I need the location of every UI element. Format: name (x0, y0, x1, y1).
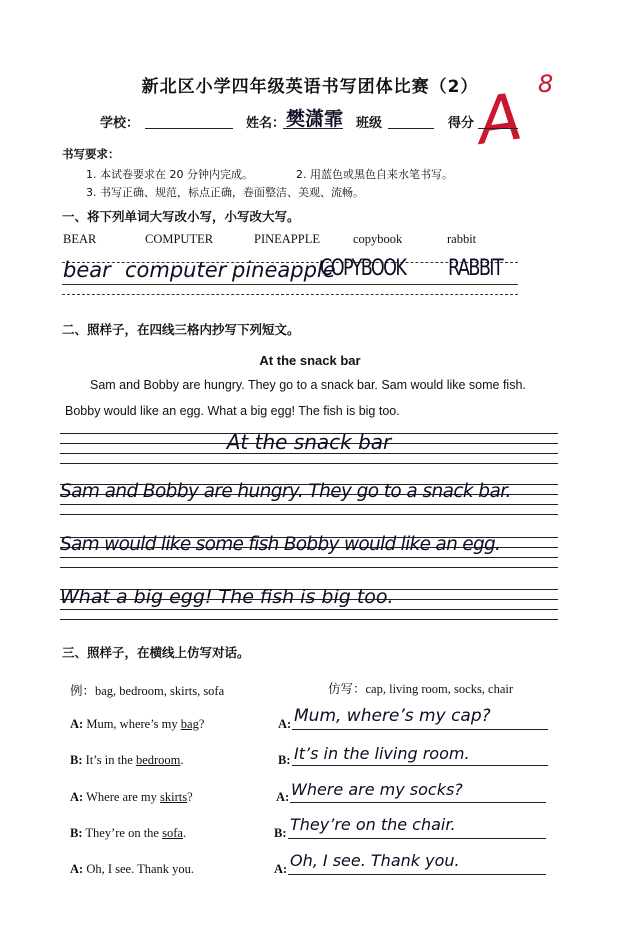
answer-line[interactable] (290, 802, 546, 803)
score-label: 得分 (448, 116, 475, 131)
score-field[interactable] (478, 128, 518, 129)
school-label: 学校： (100, 116, 140, 131)
requirements-heading: 书写要求： (62, 147, 120, 161)
word-item: copybook (353, 232, 403, 246)
class-label: 班级 (356, 116, 383, 131)
copy-line: Sam and Bobby are hungry. They go to a snack bar. (60, 481, 511, 502)
dialog-example: A: Mum, where’s my bag? (70, 717, 205, 731)
answer-speaker: B: (274, 826, 287, 840)
section3-heading: 三、照样子，在横线上仿写对话。 (62, 645, 250, 660)
dialog-answer: Where are my socks? (291, 780, 463, 799)
school-field[interactable] (145, 128, 233, 129)
dialog-example: A: Where are my skirts? (70, 790, 193, 804)
word-answer: COPYBOOK (320, 256, 406, 281)
copy-guide-2 (60, 481, 558, 514)
passage-line: Bobby would like an egg. What a big egg! The fish is big too. (65, 404, 400, 418)
copy-line: Sam would like some fish Bobby would like an egg. (60, 534, 501, 555)
name-field[interactable] (283, 128, 343, 129)
word-answer: RABBIT (448, 256, 503, 281)
example-label: 例：bag, bedroom, skirts, sofa (70, 684, 225, 698)
copy-line: At the snack bar (226, 430, 392, 454)
copy-guide-1 (60, 430, 558, 463)
answer-speaker: B: (278, 753, 291, 767)
requirement-3: 3. 书写正确、规范，标点正确，卷面整洁、美观、流畅。 (86, 186, 364, 199)
class-field[interactable] (388, 128, 434, 129)
word-answer: pineapple (232, 258, 336, 282)
dialog-example: B: It’s in the bedroom. (70, 753, 184, 767)
word-item: rabbit (447, 232, 477, 246)
dialog-answer: Oh, I see. Thank you. (290, 851, 460, 870)
section1-heading: 一、将下列单词大写改小写，小写改大写。 (62, 209, 300, 224)
name-value: 樊潇霏 (286, 108, 344, 130)
dialog-example: A: Oh, I see. Thank you. (70, 862, 195, 876)
copy-guide-4 (60, 586, 558, 619)
answer-speaker: A: (274, 862, 288, 876)
passage-title: At the snack bar (259, 353, 361, 368)
word-item: PINEAPPLE (254, 232, 320, 246)
answer-line[interactable] (288, 838, 546, 839)
word-item: COMPUTER (145, 232, 214, 246)
requirement-1: 1. 本试卷要求在 20 分钟内完成。 (86, 168, 253, 181)
dialog-example: B: They’re on the sofa. (70, 826, 187, 840)
word-answer: computer (125, 258, 227, 282)
word-item: BEAR (63, 232, 97, 246)
section2-heading: 二、照样子，在四线三格内抄写下列短文。 (62, 322, 300, 337)
answer-speaker: A: (276, 790, 290, 804)
copy-guide-3 (60, 534, 558, 567)
grade-mark: A (473, 80, 527, 160)
dialog-answer: They’re on the chair. (290, 815, 456, 834)
answer-line[interactable] (288, 874, 546, 875)
dialog-answer: It’s in the living room. (294, 744, 470, 763)
imitate-label: 仿写：cap, living room, socks, chair (328, 682, 514, 696)
answer-line[interactable] (292, 765, 548, 766)
word-answer: bear (63, 258, 111, 282)
requirement-2: 2. 用蓝色或黑色自来水笔书写。 (296, 168, 453, 181)
copy-line: What a big egg! The fish is big too. (60, 586, 394, 608)
passage-line: Sam and Bobby are hungry. They go to a snack bar. Sam would like some fish. (90, 378, 526, 392)
answer-line[interactable] (292, 729, 548, 730)
page-title: 新北区小学四年级英语书写团体比赛（2） (141, 77, 479, 97)
grade-score: 8 (538, 70, 554, 98)
answer-speaker: A: (278, 717, 292, 731)
dialog-answer: Mum, where’s my cap? (294, 706, 491, 726)
name-label: 姓名： (246, 116, 286, 131)
